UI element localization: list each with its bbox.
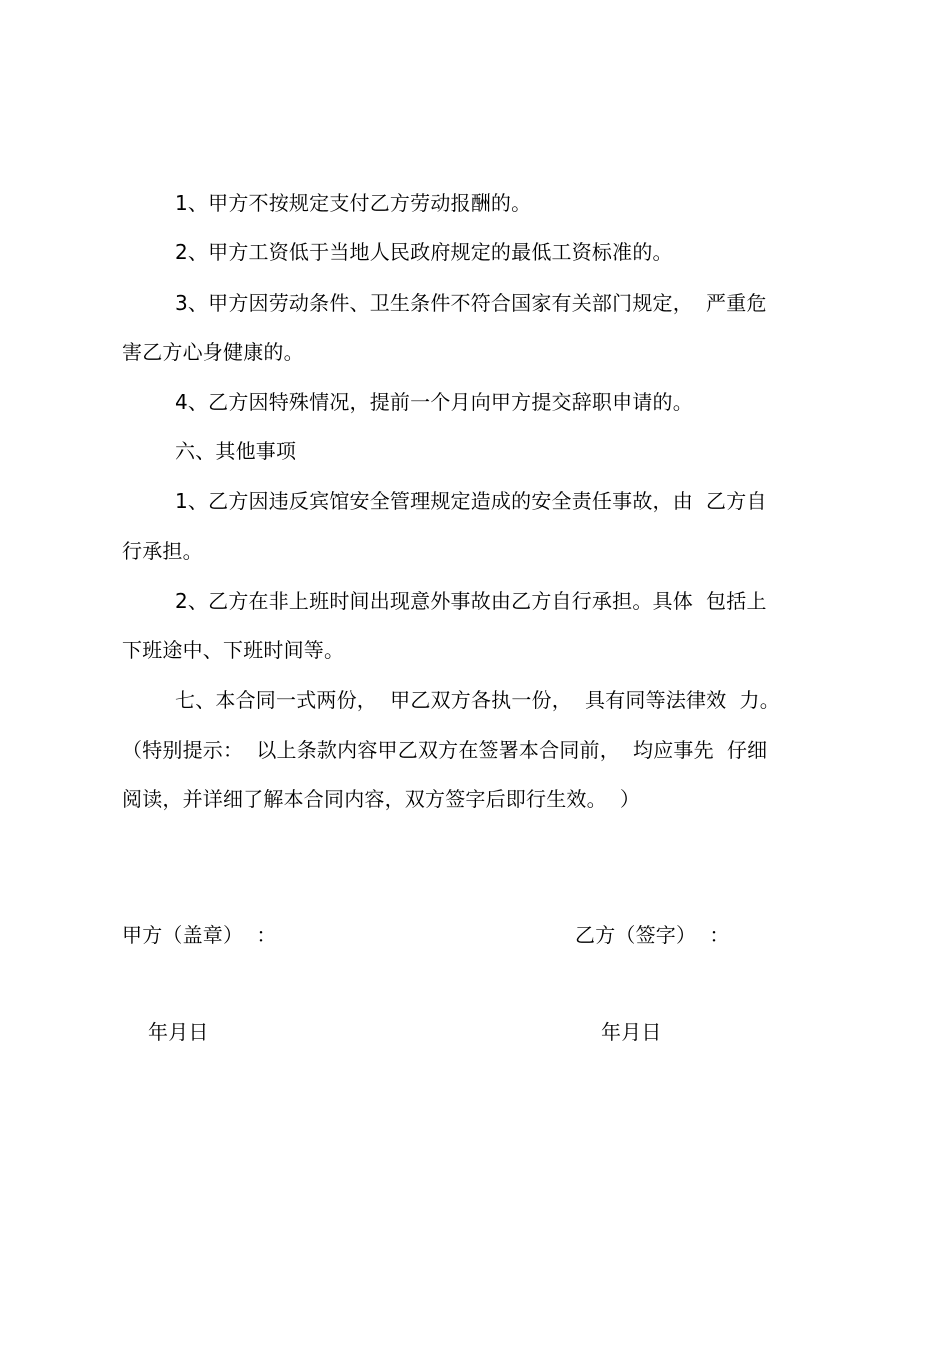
clause-line-2: 2、甲方工资低于当地人民政府规定的最低工资标准的。	[175, 240, 673, 264]
special-notice-line: （特别提示： 以上条款内容甲乙双方在签署本合同前， 均应事先 仔细	[122, 738, 768, 762]
party-b-signature-label: 乙方（签字） ：	[575, 923, 730, 947]
clause-line-3-cont: 害乙方心身健康的。	[122, 340, 304, 364]
party-a-date: 年月日	[148, 1020, 209, 1044]
special-notice-line-cont: 阅读，并详细了解本合同内容，双方签字后即行生效。 ）	[122, 787, 641, 811]
party-a-signature-label: 甲方（盖章） ：	[122, 923, 277, 947]
other-clause-2-cont: 下班途中、下班时间等。	[122, 638, 345, 662]
other-clause-2: 2、乙方在非上班时间出现意外事故由乙方自行承担。具体 包括上	[175, 589, 767, 613]
clause-line-3: 3、甲方因劳动条件、卫生条件不符合国家有关部门规定， 严重危	[175, 291, 767, 315]
section-seven-line: 七、本合同一式两份， 甲乙双方各执一份， 具有同等法律效 力。	[175, 688, 780, 712]
clause-line-1: 1、甲方不按规定支付乙方劳动报酬的。	[175, 191, 532, 215]
party-b-date: 年月日	[601, 1020, 662, 1044]
other-clause-1: 1、乙方因违反宾馆安全管理规定造成的安全责任事故，由 乙方自	[175, 489, 767, 513]
section-heading-other-matters: 六、其他事项	[175, 439, 297, 463]
clause-line-4: 4、乙方因特殊情况，提前一个月向甲方提交辞职申请的。	[175, 390, 693, 414]
other-clause-1-cont: 行承担。	[122, 539, 203, 563]
